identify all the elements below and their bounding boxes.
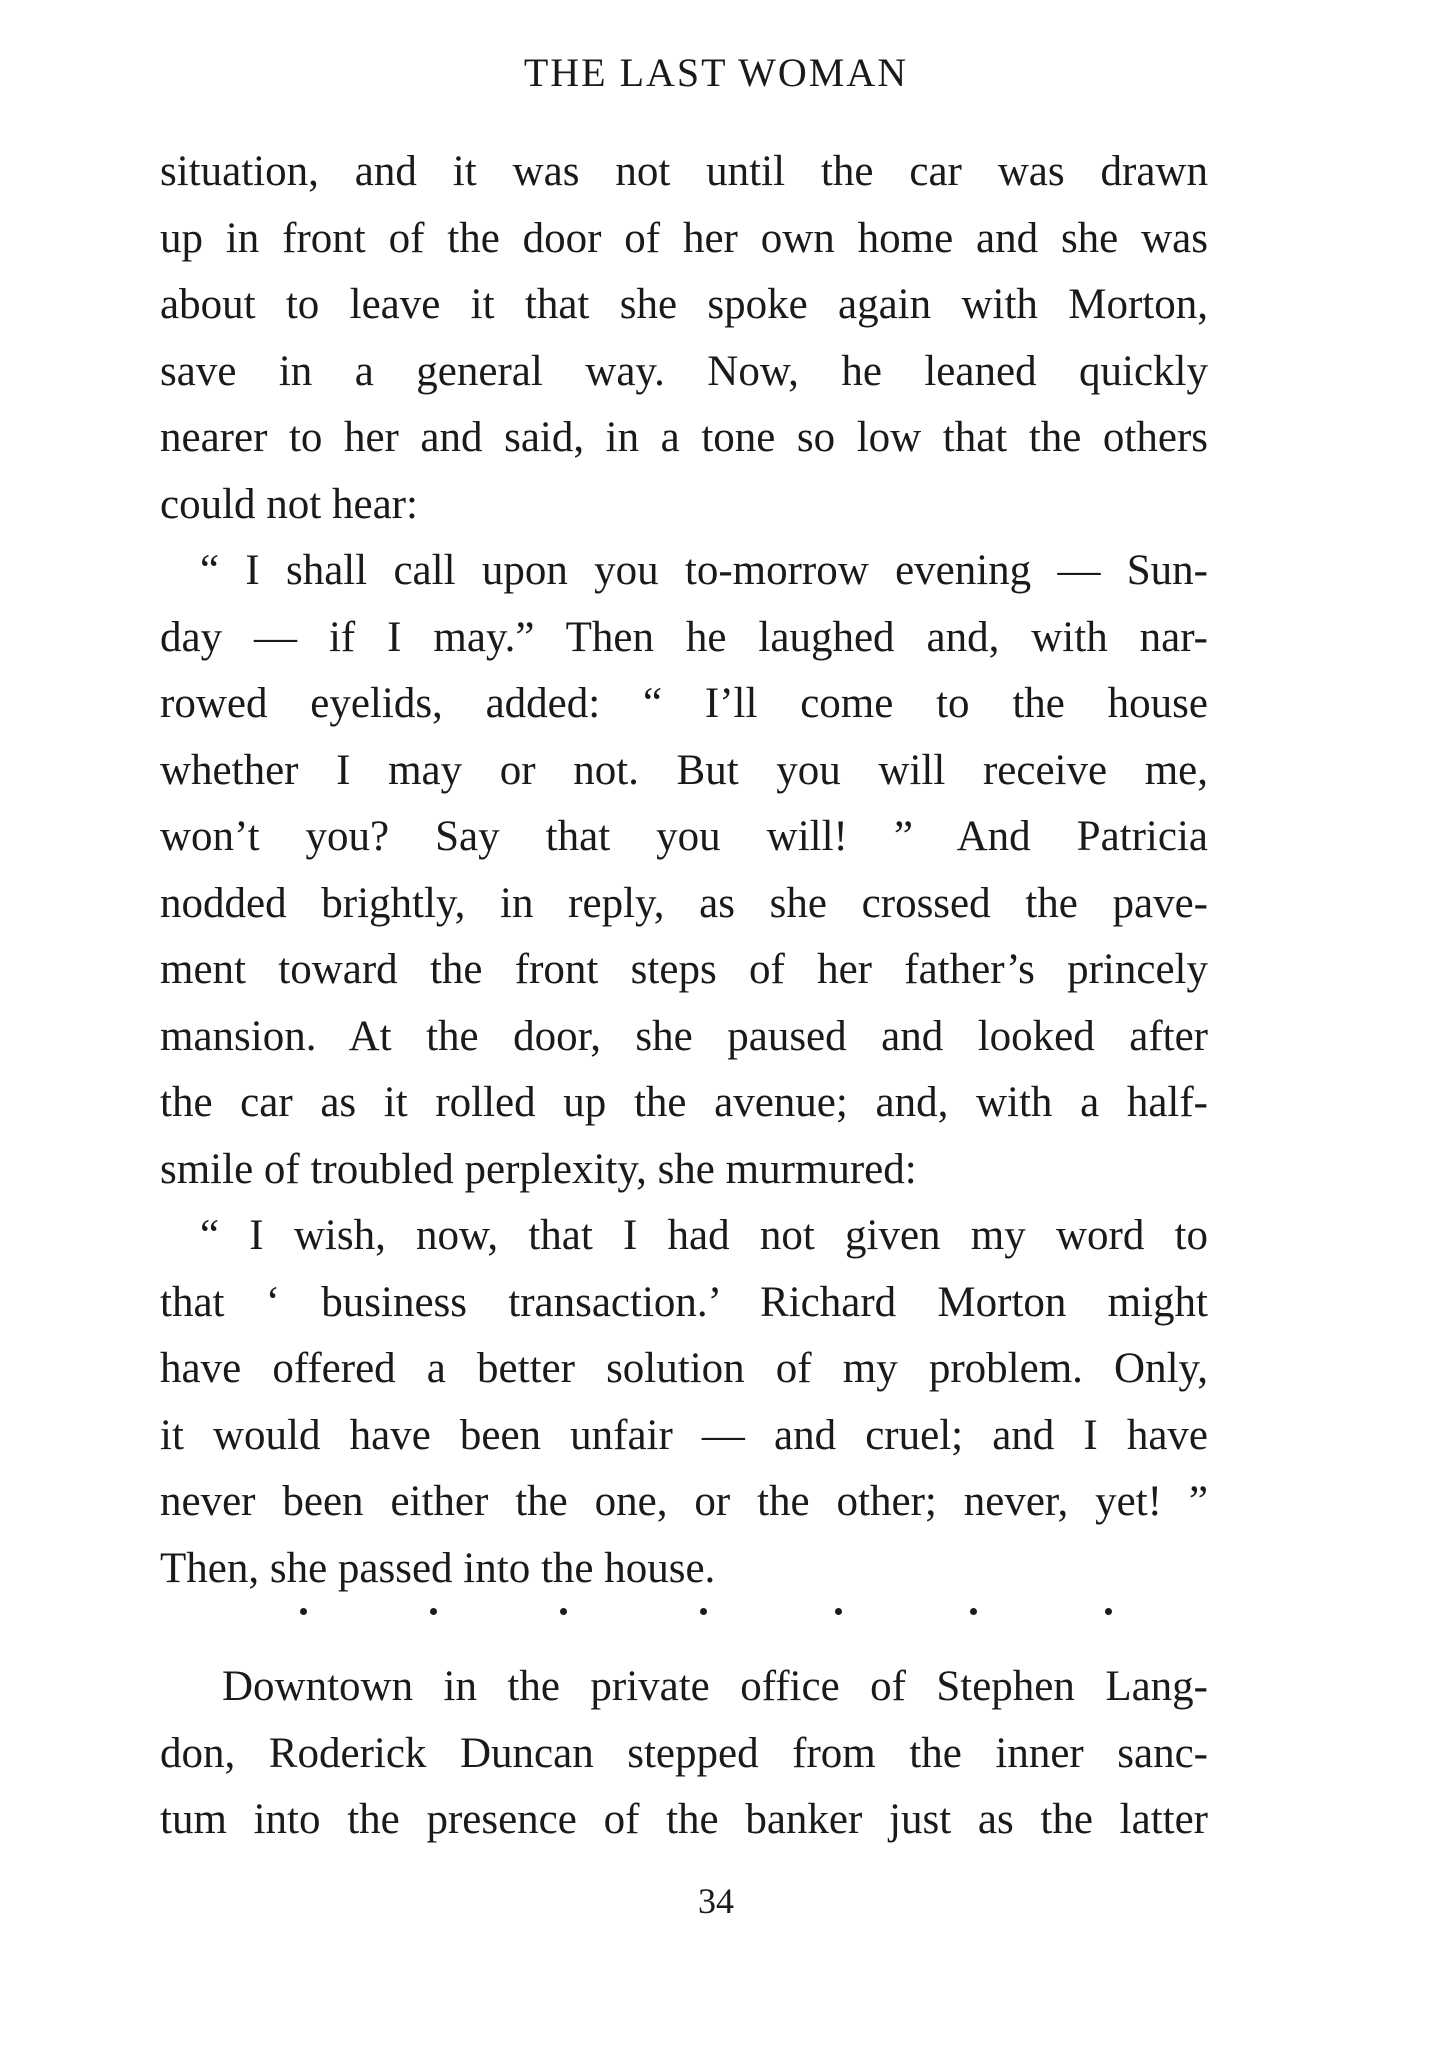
section-break-dot [1105, 1608, 1112, 1615]
text-line: nearer to her and said, in a tone so low that the others [160, 414, 1208, 461]
section-break-dot [300, 1608, 307, 1615]
text-line: tum into the presence of the banker just as the latter [160, 1796, 1208, 1843]
section-break-dots [160, 1600, 1208, 1630]
text-line: rowed eyelids, added: “ I’ll come to the house [160, 680, 1208, 727]
text-line: don, Roderick Duncan stepped from the inner sanc- [160, 1729, 1208, 1777]
page-number: 34 [698, 1881, 734, 1921]
text-line: situation, and it was not until the car was drawn [160, 148, 1208, 195]
text-line: ment toward the front steps of her father’s princely [160, 946, 1208, 993]
text-line: whether I may or not. But you will receive me, [160, 746, 1208, 794]
text-line: won’t you? Say that you will! ” And Patricia [160, 813, 1208, 860]
section-break-dot [560, 1608, 567, 1615]
text-line: nodded brightly, in reply, as she crossed the pave- [160, 879, 1208, 927]
text-line: mansion. At the door, she paused and looked after [160, 1012, 1208, 1060]
text-line: Downtown in the private office of Stephen Lang- [222, 1663, 1208, 1710]
section-break-dot [430, 1608, 437, 1615]
running-head: THE LAST WOMAN [523, 50, 909, 95]
text-line: that ‘ business transaction.’ Richard Morton might [160, 1278, 1208, 1326]
section-break-dot [700, 1608, 707, 1615]
text-line: day — if I may.” Then he laughed and, with nar- [160, 613, 1208, 661]
section-break-dot [970, 1608, 977, 1615]
text-line: it would have been unfair — and cruel; and I have [160, 1411, 1208, 1459]
text-line: the car as it rolled up the avenue; and, with a half- [160, 1079, 1208, 1126]
text-block-top [160, 139, 1208, 1602]
text-line: could not hear: [160, 480, 418, 528]
text-line: about to leave it that she spoke again with Morton, [160, 281, 1208, 328]
text-block-bottom [160, 1654, 1208, 1854]
section-break-dot [835, 1608, 842, 1615]
text-line: save in a general way. Now, he leaned quickly [160, 347, 1208, 395]
text-line: Then, she passed into the house. [160, 1544, 716, 1592]
text-line: smile of troubled perplexity, she murmured: [160, 1145, 917, 1193]
text-line: up in front of the door of her own home and she was [160, 214, 1208, 262]
text-line: have offered a better solution of my problem. Only, [160, 1345, 1208, 1392]
text-line: “ I wish, now, that I had not given my word to [200, 1212, 1208, 1259]
text-line: “ I shall call upon you to-morrow evening — Sun- [200, 547, 1208, 594]
text-line: never been either the one, or the other; never, yet! ” [160, 1478, 1208, 1525]
